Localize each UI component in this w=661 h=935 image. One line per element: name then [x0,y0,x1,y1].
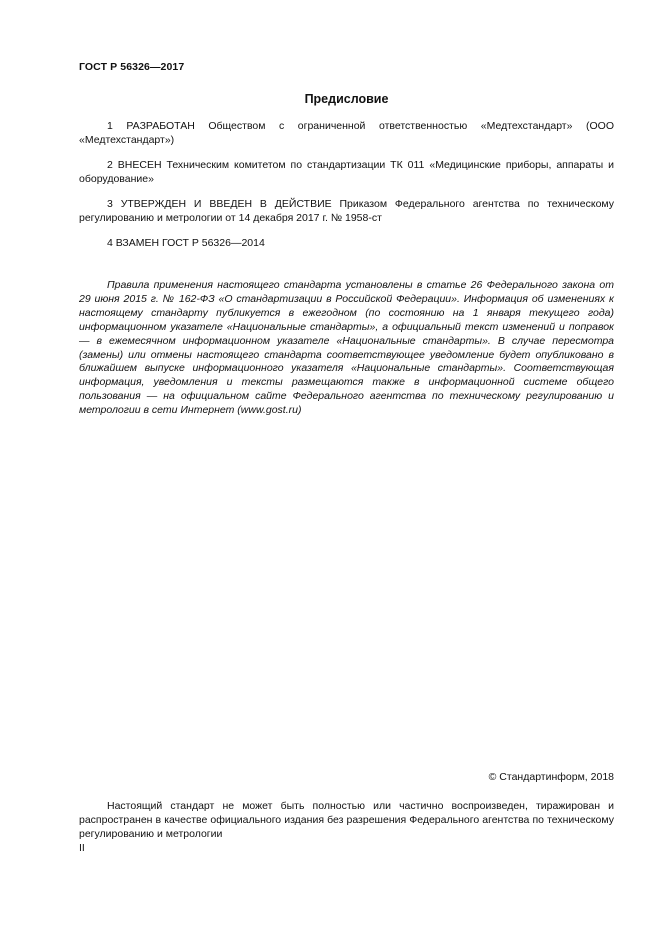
preface-item-replaces: 4 ВЗАМЕН ГОСТ Р 56326—2014 [107,237,265,249]
standard-code: ГОСТ Р 56326—2017 [79,61,185,73]
application-rules-notice: Правила применения настоящего стандарта установлены в статье 26 Федерального закона от 29 июня 2015 г. № 162-ФЗ «О стандартизации в Российской Федерации». Информация об изменениях к настоящему стандарту публикуется в ежегодном (по состоянию на 1 января текущего года) информационном указателе «Национальные стандарты», а официальный текст изменений и поправок — в ежемесячном информационном указателе «Национальные стандарты». В случае пересмотра (замены) или отмены настоящего стандарта соответствующее уведомление будет опубликовано в ближайшем выпуске информационного указателя «Национальные стандарты». Соответствующая информация, уведомления и тексты размещаются также в информационной системе общего пользования — на официальном сайте Федерального агентства по техническому регулированию и метрологии в сети Интернет (www.gost.ru) [79,279,614,417]
preface-item-developed: 1 РАЗРАБОТАН Обществом с ограниченной ответственностью «Медтехстандарт» (ООО «Медтехстандарт») [79,120,614,147]
reproduction-note: Настоящий стандарт не может быть полностью или частично воспроизведен, тиражирован и распространен в качестве официального издания без разрешения Федерального агентства по техническому регулированию и метрологии [79,800,614,841]
preface-item-introduced: 2 ВНЕСЕН Техническим комитетом по стандартизации ТК 011 «Медицинские приборы, аппараты и оборудование» [79,159,614,186]
page-title: Предисловие [304,92,389,106]
preface-item-approved: 3 УТВЕРЖДЕН И ВВЕДЕН В ДЕЙСТВИЕ Приказом Федерального агентства по техническому регулированию и метрологии от 14 декабря 2017 г. № 1958-ст [79,198,614,225]
copyright-line: © Стандартинформ, 2018 [488,771,614,783]
page-number: II [79,842,85,854]
